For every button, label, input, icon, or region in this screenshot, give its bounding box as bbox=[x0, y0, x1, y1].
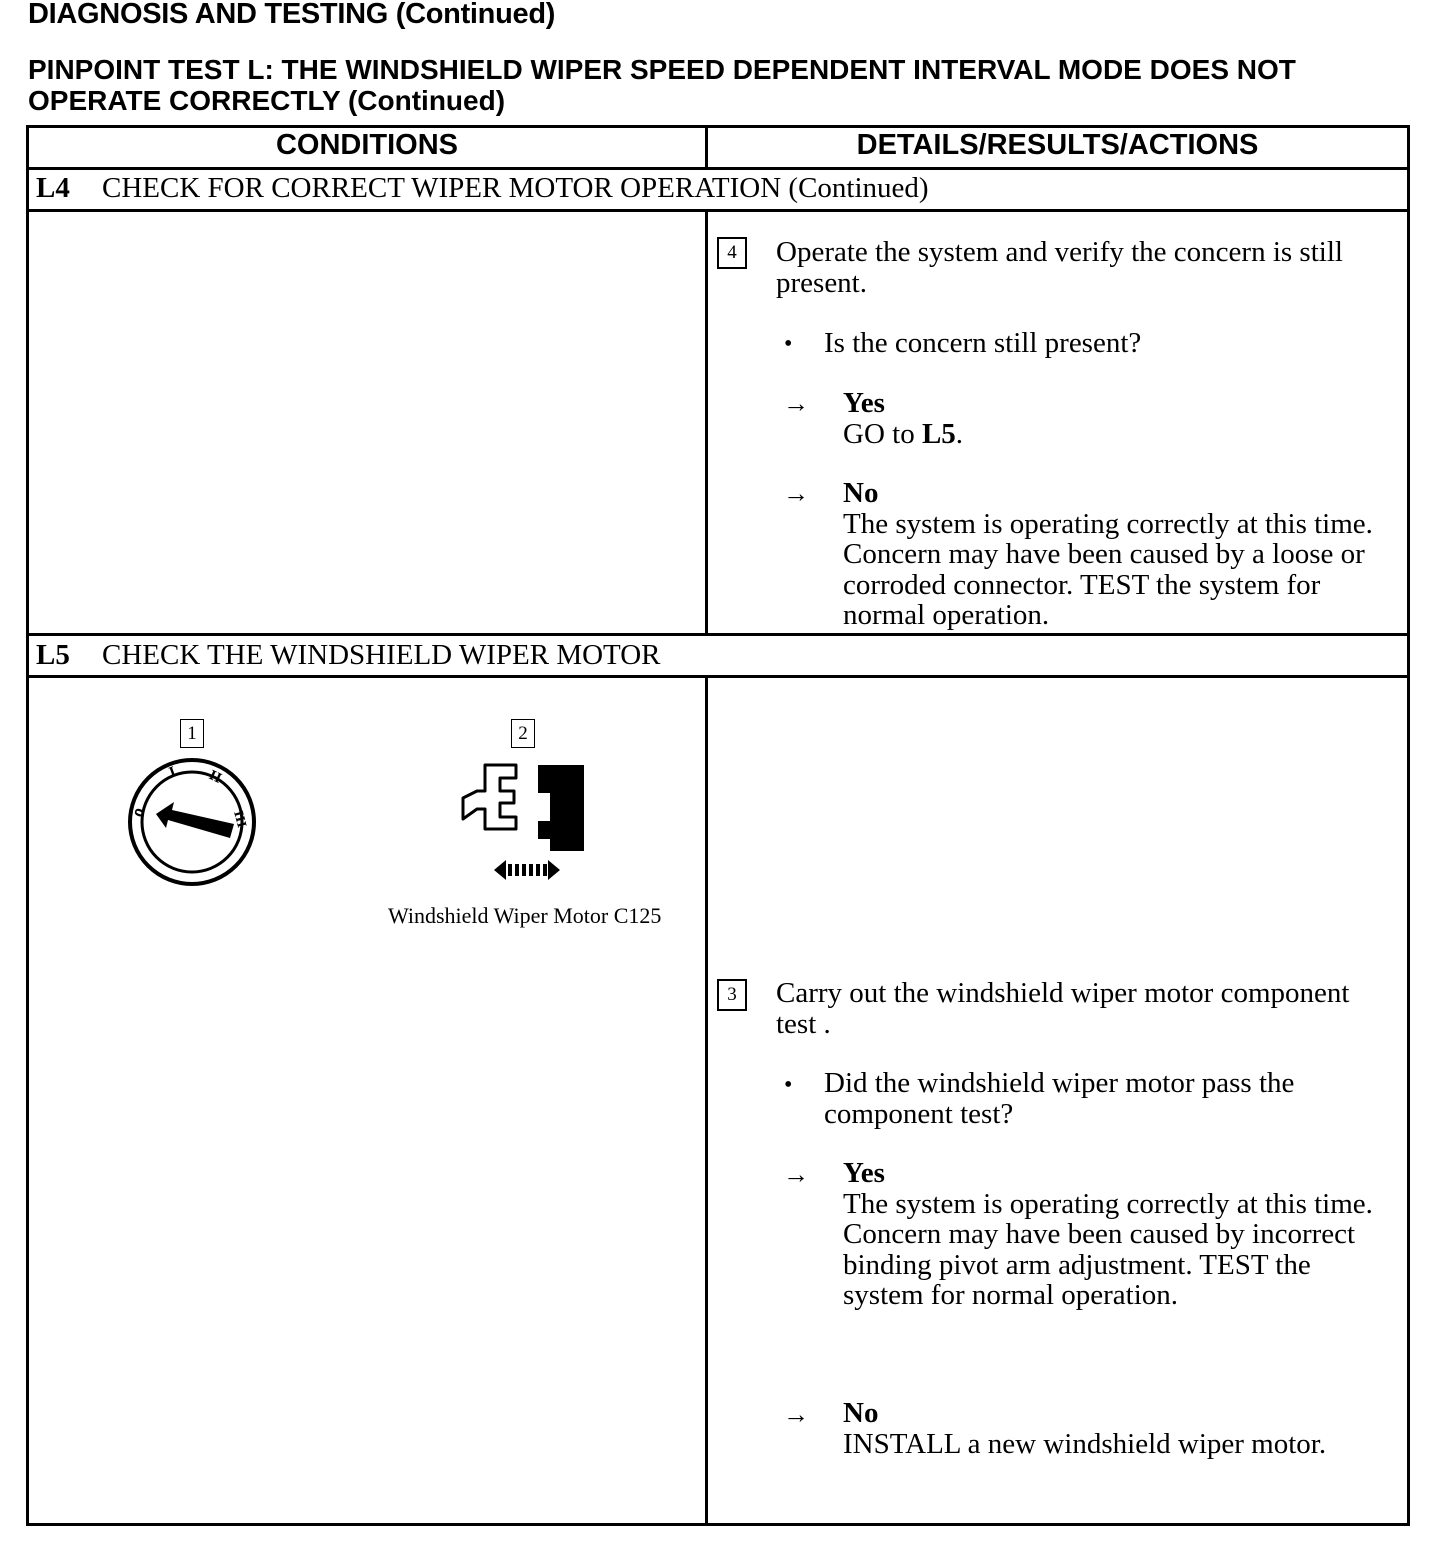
step-instruction bbox=[776, 978, 1349, 1039]
section-title: DIAGNOSIS AND TESTING (Continued) bbox=[28, 0, 556, 30]
yes-result bbox=[843, 388, 963, 449]
yes-action-line: Concern may have been caused by incorrect bbox=[843, 1218, 1356, 1250]
no-action-line: The system is operating correctly at this time. bbox=[843, 507, 1373, 540]
step-l5-title: CHECK THE WINDSHIELD WIPER MOTOR bbox=[102, 639, 661, 671]
step-instruction-line: present. bbox=[776, 266, 867, 299]
step-number-box: 4 bbox=[717, 237, 747, 269]
arrow-right-icon: → bbox=[783, 1400, 809, 1429]
step-instruction-line: Carry out the windshield wiper motor component bbox=[776, 977, 1350, 1009]
step-number-box: 3 bbox=[717, 979, 747, 1011]
question-line: component test? bbox=[824, 1097, 1014, 1130]
yes-action-line: system for normal operation. bbox=[843, 1279, 1179, 1311]
step-l5-header bbox=[36, 639, 661, 672]
column-header-details: DETAILS/RESULTS/ACTIONS bbox=[856, 129, 1259, 161]
step-instruction-line: test . bbox=[776, 1007, 831, 1040]
yes-label: Yes bbox=[843, 1157, 885, 1189]
step-instruction-line: Operate the system and verify the concern is still bbox=[776, 236, 1343, 268]
arrow-right-icon: → bbox=[783, 479, 809, 508]
yes-result bbox=[843, 1158, 1373, 1311]
column-header-conditions: CONDITIONS bbox=[275, 129, 459, 161]
step-l4-title: CHECK FOR CORRECT WIPER MOTOR OPERATION (Continued) bbox=[102, 172, 929, 204]
svg-text:III: III bbox=[231, 809, 249, 830]
svg-text:I: I bbox=[167, 764, 179, 781]
bullet-icon: • bbox=[784, 1072, 793, 1098]
no-label: No bbox=[843, 477, 879, 509]
yes-action-line: binding pivot arm adjustment. TEST the bbox=[843, 1248, 1311, 1281]
arrow-right-icon: → bbox=[783, 1160, 809, 1189]
step-l5-code: L5 bbox=[36, 639, 70, 671]
connector-disconnect-icon bbox=[458, 763, 590, 887]
pinpoint-test-title: PINPOINT TEST L: THE WINDSHIELD WIPER SPEED DEPENDENT INTERVAL MODE DOES NOT OPERATE CORRECTLY (Continued) bbox=[28, 54, 1296, 116]
figure-label-1: 1 bbox=[180, 719, 204, 748]
figure-label-2: 2 bbox=[511, 719, 535, 748]
svg-text:II: II bbox=[206, 768, 224, 787]
ignition-switch-off-icon bbox=[124, 758, 264, 890]
question-text bbox=[824, 1068, 1294, 1129]
no-result bbox=[843, 478, 1373, 631]
step-l4-code: L4 bbox=[36, 172, 70, 204]
no-result bbox=[843, 1398, 1326, 1459]
question-text: Is the concern still present? bbox=[824, 327, 1142, 359]
bullet-icon: • bbox=[784, 331, 793, 357]
arrow-right-icon: → bbox=[783, 389, 809, 418]
no-label: No bbox=[843, 1397, 879, 1429]
yes-action: GO to L5. bbox=[843, 417, 964, 450]
figure-caption: Windshield Wiper Motor C125 bbox=[388, 903, 662, 928]
step-instruction bbox=[776, 237, 1343, 298]
yes-label: Yes bbox=[843, 387, 885, 419]
question-line: Did the windshield wiper motor pass the bbox=[824, 1067, 1295, 1099]
no-action-line: normal operation. bbox=[843, 599, 1050, 631]
yes-action-line: The system is operating correctly at this time. bbox=[843, 1187, 1373, 1220]
no-action: INSTALL a new windshield wiper motor. bbox=[843, 1427, 1327, 1460]
step-l4-header bbox=[36, 172, 929, 205]
no-action-line: Concern may have been caused by a loose or bbox=[843, 538, 1365, 570]
no-action-line: corroded connector. TEST the system for bbox=[843, 568, 1321, 601]
svg-text:0: 0 bbox=[131, 806, 148, 820]
